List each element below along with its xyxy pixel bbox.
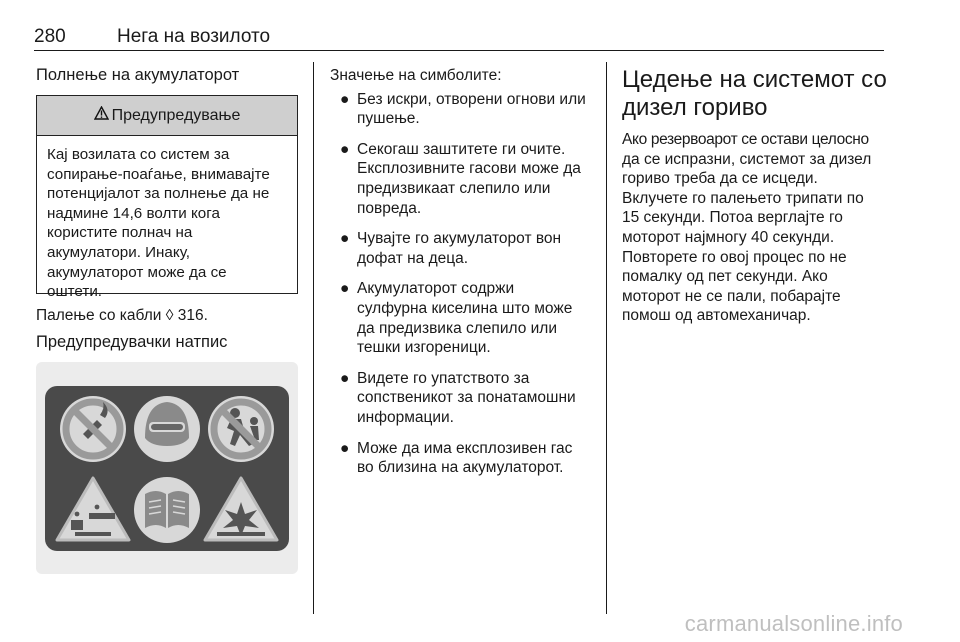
page-header xyxy=(34,20,884,54)
diesel-drain-section xyxy=(622,66,892,326)
section-heading-diesel-drain xyxy=(622,66,892,122)
bullet-icon: ● xyxy=(340,439,350,457)
list-item-line: дофат на деца. xyxy=(357,249,469,267)
jump-start-text: Палење со кабли xyxy=(36,307,162,324)
list-item-line: Експлозивните гасови може да xyxy=(357,160,581,178)
warning-line: Кај возилата со систем за xyxy=(47,146,230,163)
body-line: помош од автомеханичар. xyxy=(622,307,811,325)
list-item-line: Секогаш заштитете ги очите. xyxy=(357,140,566,158)
page-ref-arrow-icon: ◊ xyxy=(165,307,174,324)
heading-line: Цедење на системот со xyxy=(622,66,887,93)
list-item-line: да предизвика слепило или xyxy=(357,319,557,337)
section-heading-battery-charging: Полнење на акумулаторот xyxy=(36,66,240,84)
warning-line: надмине 14,6 волти кога xyxy=(47,204,220,222)
warning-body xyxy=(37,136,297,302)
body-line: Вклучете го палењето трипати по xyxy=(622,189,864,207)
list-item-line: Видете го упатството за xyxy=(357,369,530,387)
list-item-line: информации. xyxy=(357,408,454,426)
list-item-line: повреда. xyxy=(357,199,422,217)
warning-label-image xyxy=(36,362,298,574)
column-divider-1 xyxy=(313,62,314,614)
body-line: Ако резервоарот се остави целосно xyxy=(622,131,869,148)
warning-line: сопирање-поаѓање, внимавајте xyxy=(47,165,270,183)
list-item-line: Може да има експлозивен гас xyxy=(357,439,573,457)
bullet-icon: ● xyxy=(340,230,350,248)
list-item xyxy=(330,279,596,357)
header-rule xyxy=(34,50,884,51)
list-item xyxy=(330,369,596,428)
list-item-line: пушење. xyxy=(357,110,420,128)
list-item xyxy=(330,439,596,478)
list-item-line: во близина на акумулаторот. xyxy=(357,459,564,477)
warning-line: оштети. xyxy=(47,283,103,301)
list-item-line: тешки изгореници. xyxy=(357,339,491,357)
list-item xyxy=(330,140,596,218)
heading-line: дизел гориво xyxy=(622,94,768,121)
keep-children-away-icon xyxy=(208,396,274,462)
list-item-line: Акумулаторот содржи xyxy=(357,280,515,298)
corrosive-warning-icon xyxy=(57,478,129,540)
warning-triangle-icon xyxy=(94,106,109,125)
list-item xyxy=(330,90,596,129)
explosive-warning-icon xyxy=(205,478,277,540)
warning-line: акумулатори. Инаку, xyxy=(47,243,190,261)
page-number: 280 xyxy=(34,26,66,47)
list-item-line: предизвикаат слепило или xyxy=(357,179,551,197)
jump-start-page-link[interactable]: 316. xyxy=(177,307,208,324)
body-line: Повторете го овој процес по не xyxy=(622,248,847,266)
body-line: гориво треба да се исцеди. xyxy=(622,170,818,188)
bullet-icon: ● xyxy=(340,90,350,108)
symbol-meanings-list xyxy=(330,90,596,478)
body-line: моторот не се пали, побарајте xyxy=(622,287,841,305)
read-manual-icon xyxy=(134,477,200,543)
body-line: 15 секунди. Потоа верглајте го xyxy=(622,209,843,227)
list-item xyxy=(330,229,596,268)
section-heading-warning-label: Предупредувачки натпис xyxy=(36,333,228,351)
eye-protection-icon xyxy=(134,396,200,462)
pictogram-panel xyxy=(45,386,289,551)
list-item-line: Чувајте го акумулаторот вон xyxy=(357,230,562,248)
symbol-meanings-intro: Значење на симболите: xyxy=(330,67,502,84)
bullet-icon: ● xyxy=(340,280,350,298)
column-divider-2 xyxy=(606,62,607,614)
warning-header xyxy=(37,96,297,136)
body-line: помалку од пет секунди. Ако xyxy=(622,268,828,286)
warning-line: акумулаторот може да се xyxy=(47,263,227,281)
diesel-drain-body xyxy=(622,130,892,326)
warning-line: потенцијалот за полнење да не xyxy=(47,185,270,203)
list-item-line: сопственикот за понатамошни xyxy=(357,389,576,407)
warning-box xyxy=(36,95,298,301)
warning-line: користите полнач на xyxy=(47,224,193,242)
bullet-icon: ● xyxy=(340,140,350,158)
body-line: моторот најмногу 40 секунди. xyxy=(622,228,835,246)
no-fire-smoking-icon xyxy=(60,396,126,462)
watermark: carmanualsonline.info xyxy=(684,611,903,636)
list-item-line: сулфурна киселина што може xyxy=(357,299,573,317)
jump-start-reference xyxy=(36,306,208,326)
bullet-icon: ● xyxy=(340,369,350,387)
warning-title: Предупредување xyxy=(111,106,241,124)
list-item-line: Без искри, отворени огнови или xyxy=(357,90,586,108)
symbol-meanings xyxy=(330,66,596,489)
page-title: Нега на возилото xyxy=(117,26,271,47)
body-line: да се испразни, системот за дизел xyxy=(622,150,872,168)
